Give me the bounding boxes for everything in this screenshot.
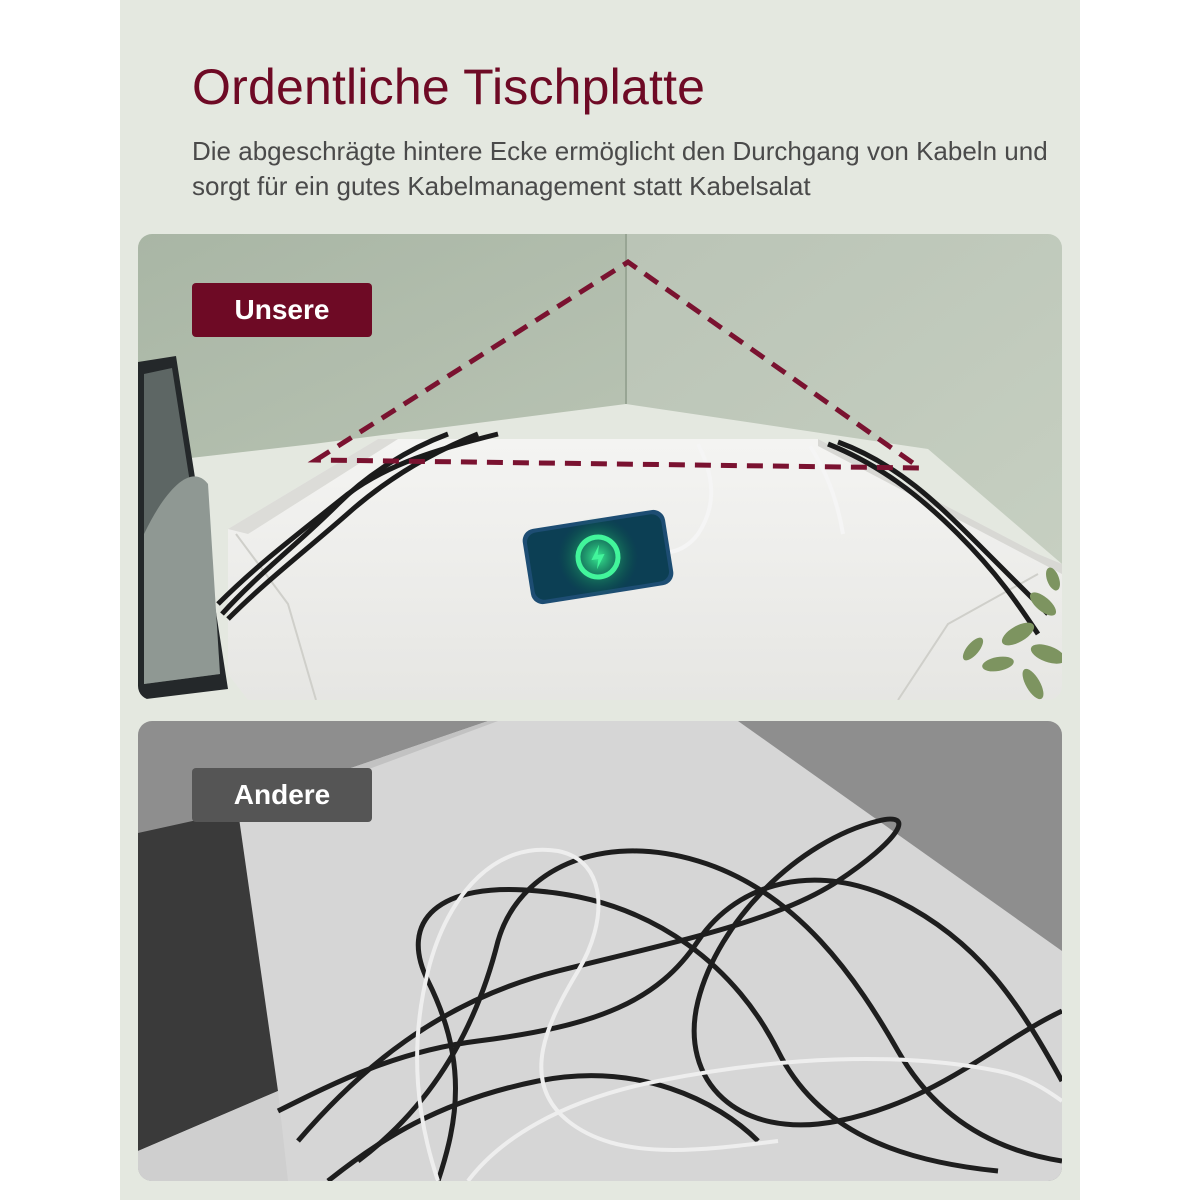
ours-label-badge: Unsere xyxy=(192,283,372,337)
left-wall xyxy=(138,234,626,464)
others-label-badge: Andere xyxy=(192,768,372,822)
page-description: Die abgeschrägte hintere Ecke ermöglicht den Durchgang von Kabeln und sorgt für ein gutes Kabelmanagement statt Kabelsalat xyxy=(192,136,1048,201)
page-title: Ordentliche Tischplatte xyxy=(192,59,706,115)
product-infographic xyxy=(120,0,1080,1200)
ours-photo-panel xyxy=(138,234,1062,700)
others-photo-panel xyxy=(138,721,1062,1181)
